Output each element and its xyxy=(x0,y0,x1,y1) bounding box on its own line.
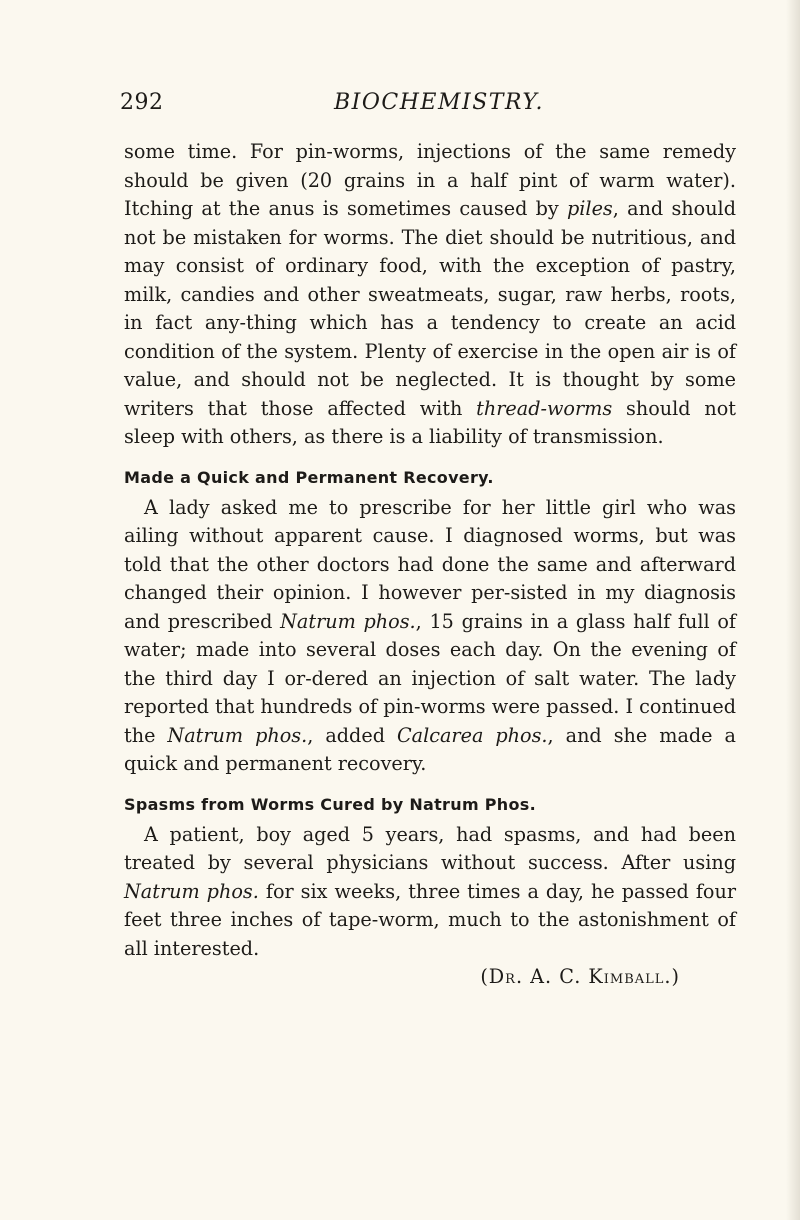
italic-term: Natrum phos. xyxy=(280,609,416,633)
page-number: 292 xyxy=(120,90,164,115)
text-segment: for six weeks, three times a day, he passed four feet three inches of tape-worm, much to the astonishment of all interested. xyxy=(124,879,736,960)
italic-term: Calcarea phos. xyxy=(396,723,548,747)
text-segment: , 15 grains in a glass half full of water; made into several doses each day. On the evening of the third day I or-dered an injection of salt water. The lady reported that hundreds of pin-worms were passed. I continued the xyxy=(124,609,736,747)
text-segment: , and she made a quick and permanent recovery. xyxy=(124,723,736,775)
text-segment: , and should not be mistaken for worms. The diet should be nutritious, and may consist of ordinary food, with the exception of pastry, milk, candies and other sweatmeats, sugar, raw herbs, roots, in fact any-thing which has a tendency to create an acid condition of the system. Plenty of exercise in the open air is of value, and should not be neglected. It is thought by some writers that those affected with xyxy=(124,197,736,420)
section-heading-spasms: Spasms from Worms Cured by Natrum Phos. xyxy=(124,794,536,814)
italic-term: Natrum phos. xyxy=(124,879,259,903)
italic-term: Natrum phos. xyxy=(167,723,308,747)
signature: (Dr. A. C. Kimball.) xyxy=(480,965,680,988)
paragraph-recovery xyxy=(124,494,736,779)
paragraph-spasms xyxy=(124,821,736,964)
running-head: BIOCHEMISTRY. xyxy=(334,90,545,115)
page-edge-shadow xyxy=(786,0,800,1220)
text-segment: should not sleep with others, as there is a liability of transmission. xyxy=(124,396,736,448)
text-segment: A patient, boy aged 5 years, had spasms, and had been treated by several physicians without success. After using xyxy=(124,822,736,874)
text-segment: , added xyxy=(307,723,397,747)
italic-term: piles xyxy=(567,197,613,220)
italic-term: thread-worms xyxy=(476,396,613,420)
body-text xyxy=(124,138,736,992)
page-header xyxy=(120,90,760,130)
paragraph-continuation xyxy=(124,138,736,452)
section-heading-recovery: Made a Quick and Permanent Recovery. xyxy=(124,467,494,487)
text-segment: A lady asked me to prescribe for her little girl who was ailing without apparent cause. I diagnosed worms, but was told that the other doctors had done the same and afterward changed their opinion. I however per-sisted in my diagnosis and prescribed xyxy=(124,495,736,633)
text-segment: some time. For pin-worms, injections of the same remedy should be given (20 grains in a half pint of warm water). Itching at the anus is sometimes caused by xyxy=(124,140,736,220)
